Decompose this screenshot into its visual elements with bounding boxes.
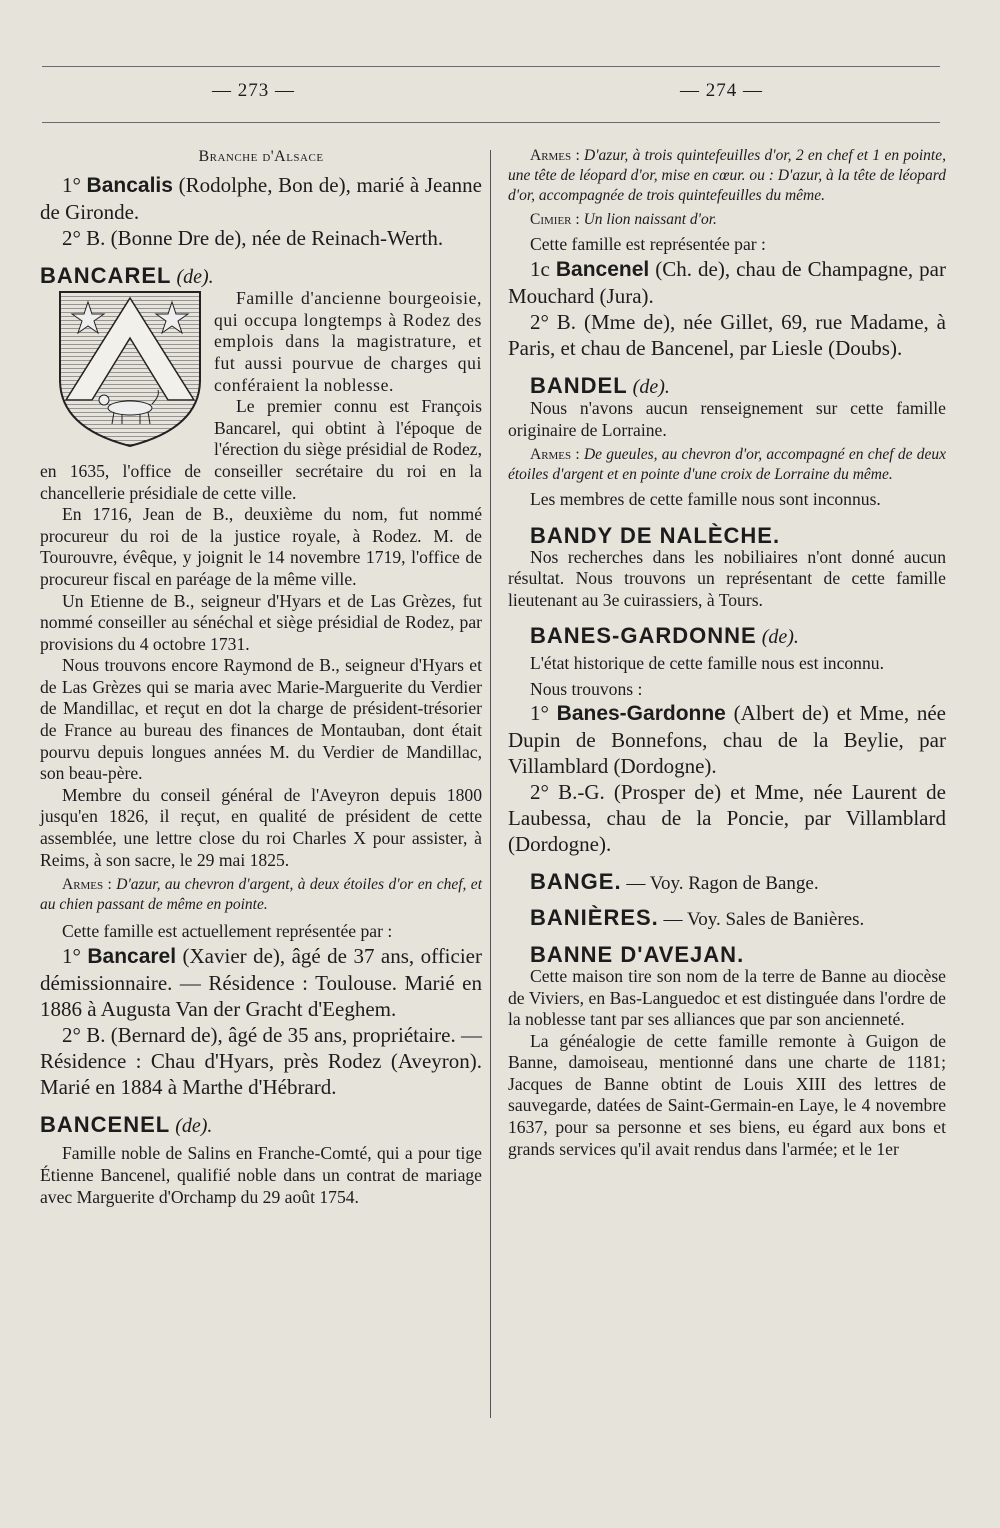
- bancarel-representation: Cette famille est actuellement représentée par :: [62, 921, 393, 942]
- bancarel-member-2: 2° B. (Bernard de), âgé de 35 ans, propriétaire. — Résidence : Chau d'Hyars, près Rodez (Aveyron). Marié en 1884 à Marthe d'Hébrard.: [40, 1022, 482, 1099]
- top-rule: [42, 66, 940, 67]
- bandy-heading: BANDY DE NALÈCHE.: [530, 522, 781, 548]
- coat-of-arms-icon: [56, 288, 204, 450]
- bancarel-heading: BANCAREL (de).: [40, 262, 214, 288]
- bancenel-heading: BANCENEL (de).: [40, 1111, 213, 1137]
- bancarel-armes: Armes : D'azur, au chevron d'argent, à deux étoiles d'or en chef, et au chien passant de même en pointe.: [40, 876, 482, 914]
- banne-para-1: Cette maison tire son nom de la terre de Banne au diocèse de Viviers, en Bas-Languedoc et est distinguée dans l'ordre de la noblesse tant par ses alliances que par son ancienneté.: [508, 965, 946, 1030]
- bange-entry: BANGE. — Voy. Ragon de Bange.: [530, 869, 819, 895]
- entry-alsace-2: 2° B. (Bonne Dre de), née de Reinach-Werth.: [62, 225, 444, 250]
- column-divider: [490, 150, 491, 1418]
- page-number-right: — 274 —: [680, 80, 763, 101]
- branch-title: Branche d'Alsace: [198, 148, 324, 165]
- banes-heading: BANES-GARDONNE (de).: [530, 623, 799, 649]
- bancarel-para-6: Membre du conseil général de l'Aveyron depuis 1800 jusqu'en 1826, il reçut, en qualité de président de cette assemblée, une lettre close du roi Charles X pour assister, à Reims, à son sacre, le 29 mai 1825.: [40, 784, 482, 870]
- header-rule: [42, 122, 940, 123]
- bancarel-para-2: Le premier connu est François Bancarel, qui obtint à l'époque de l'érection du siège présidial de Rodez, en 1635, l'office de conseiller secrétaire du roi en la chancellerie présidiale de cette ville.: [40, 396, 482, 503]
- banes-representation: Nous trouvons :: [530, 678, 643, 699]
- right-column: [508, 146, 946, 1160]
- bancarel-para-4: Un Etienne de B., seigneur d'Hyars et de Las Grèzes, fut nommé conseiller au sénéchal et siège présidial de Rodez, par provisions du 4 octobre 1731.: [40, 590, 482, 654]
- banieres-entry: BANIÈRES. — Voy. Sales de Banières.: [530, 904, 865, 930]
- bancenel-representation: Cette famille est représentée par :: [530, 234, 766, 254]
- bandel-para-1: Nous n'avons aucun renseignement sur cette famille originaire de Lorraine.: [508, 398, 946, 440]
- left-column: [40, 146, 482, 1208]
- bancenel-armes: Armes : D'azur, à trois quintefeuilles d'or, 2 en chef et 1 en pointe, une tête de léopard d'or, mise en cœur. ou : D'azur, à la tête de léopard d'or, accompagnée de trois quintefeuilles du même.: [508, 147, 946, 204]
- bandel-heading: BANDEL (de).: [530, 372, 670, 398]
- bancarel-para-1: Famille d'ancienne bourgeoisie, qui occupa longtemps à Rodez des emplois dans la magistrature, et fut aussi pourvue de charges qui conféraient la noblesse.: [214, 288, 482, 395]
- bancenel-cimier: Cimier : Un lion naissant d'or.: [530, 211, 717, 228]
- banne-para-2: La généalogie de cette famille remonte à Guigon de Banne, damoiseau, mentionné dans une charte de 1181; Jacques de Banne obtint de Louis XIII des lettres de sauvegarde, datées de Saint-Germain-en Laye, le 4 novembre 1637, pour sa personne et ses biens, eu égard aux bons et grands services qu'il avait rendus dans l'armée; et le 1er: [508, 1030, 946, 1159]
- bancarel-member-1: 1° Bancarel (Xavier de), âgé de 37 ans, officier démissionnaire. — Résidence : Toulouse. Marié en 1886 à Augusta Van der Gracht d'Eeghem.: [40, 943, 482, 1021]
- banes-para-1: L'état historique de cette famille nous est inconnu.: [530, 652, 884, 673]
- bancarel-para-3: En 1716, Jean de B., deuxième du nom, fut nommé procureur du roi de la justice royale, à Rodez. M. de Tourouvre, évêque, y joignit le 14 novembre 1719, l'office de procureur fiscal en paréage de la même ville.: [40, 504, 482, 589]
- banne-heading: BANNE D'AVEJAN.: [530, 942, 745, 968]
- page-number-left: — 273 —: [212, 80, 295, 101]
- bandel-para-2: Les membres de cette famille nous sont inconnus.: [530, 489, 881, 510]
- banes-member-1: 1° Banes-Gardonne (Albert de) et Mme, née Dupin de Bonnefons, chau de la Beylie, par Villamblard (Dordogne).: [508, 701, 946, 779]
- bandy-para-1: Nos recherches dans les nobiliaires n'ont donné aucun résultat. Nous trouvons un représentant de cette famille lieutenant au 3e cuirassiers, à Tours.: [508, 546, 946, 610]
- entry-alsace-1: 1° Bancalis (Rodolphe, Bon de), marié à Jeanne de Gironde.: [40, 172, 482, 224]
- bandel-armes: Armes : De gueules, au chevron d'or, accompagné en chef de deux étoiles d'argent et en pointe d'une croix de Lorraine du même.: [508, 446, 946, 484]
- bancenel-para-1: Famille noble de Salins en Franche-Comté, qui a pour tige Étienne Bancenel, qualifié noble dans un contrat de mariage avec Marguerite d'Orchamp du 29 août 1754.: [40, 1143, 482, 1207]
- bancenel-member-2: 2° B. (Mme de), née Gillet, 69, rue Madame, à Paris, et chau de Bancenel, par Liesle (Doubs).: [508, 309, 946, 360]
- bancenel-member-1: 1c Bancenel (Ch. de), chau de Champagne, par Mouchard (Jura).: [508, 256, 946, 308]
- banes-member-2: 2° B.-G. (Prosper de) et Mme, née Laurent de Laubessa, chau de la Poncie, par Villamblard (Dordogne).: [508, 780, 946, 857]
- bancarel-para-5: Nous trouvons encore Raymond de B., seigneur d'Hyars et de Las Grèzes qui se maria avec Marie-Marguerite du Verdier de Mandillac, et reçut en dot la charge de président-trésorier de France au bureau des finances de Montauban, dont était pourvu depuis longues années M. du Verdier de Mandillac, son beau-père.: [40, 655, 482, 784]
